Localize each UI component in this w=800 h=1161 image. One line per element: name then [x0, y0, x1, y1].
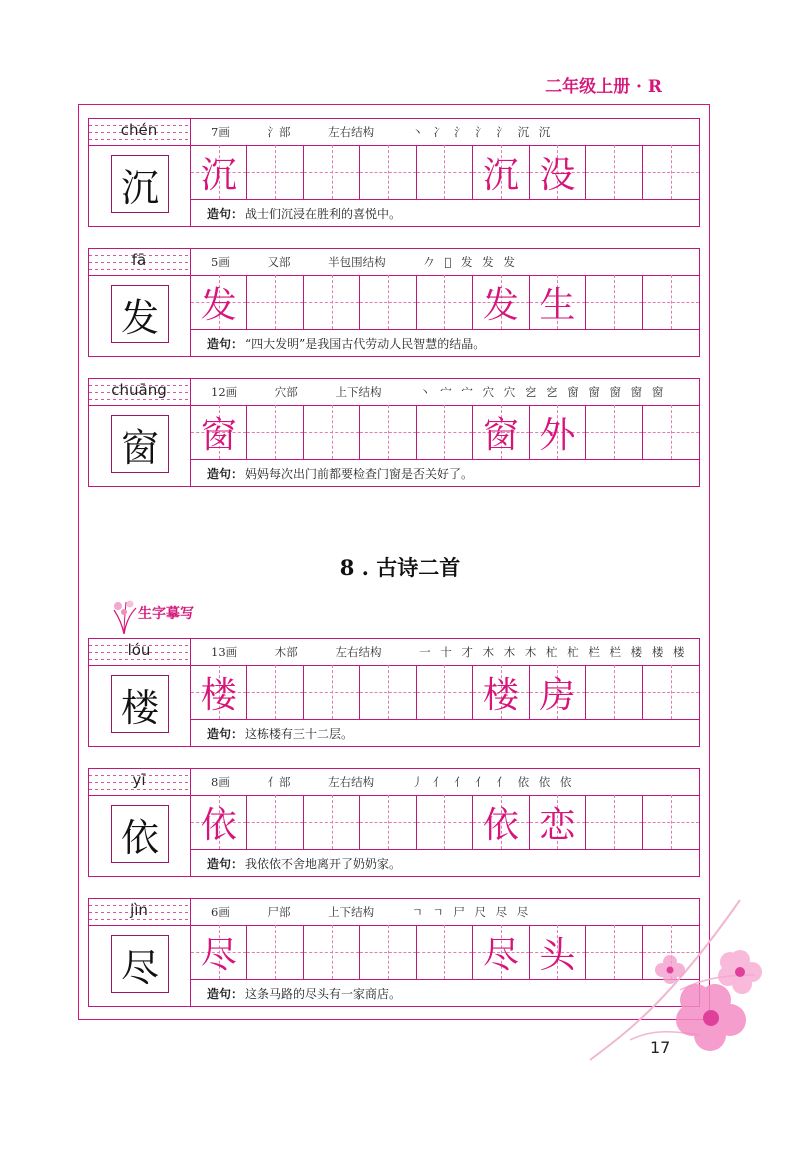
- char-info: [211, 254, 518, 270]
- pinyin-cell: [89, 769, 191, 795]
- structure: 上下结构: [335, 385, 382, 399]
- grid-cell: [360, 925, 416, 979]
- grid-cell: 没: [530, 145, 586, 199]
- pinyin-row: [88, 248, 700, 276]
- grid-cell: [304, 145, 360, 199]
- sentence-label: 造句：: [207, 857, 244, 871]
- practice-box: [88, 665, 700, 747]
- main-char: 发: [111, 285, 169, 343]
- char-info: [211, 774, 574, 790]
- grid-cell: 窗: [473, 405, 529, 459]
- pinyin-row: [88, 768, 700, 796]
- grid-cell: 尽: [191, 925, 247, 979]
- main-char-cell: [89, 275, 191, 356]
- grid-cell: [247, 405, 303, 459]
- grid-cell: [360, 665, 416, 719]
- structure: 半包围结构: [328, 255, 386, 269]
- sentence-label: 造句：: [207, 987, 244, 1001]
- radical: 尸部: [267, 905, 291, 919]
- sentence-label: 造句：: [207, 727, 244, 741]
- radical: 氵部: [267, 125, 291, 139]
- lesson-title: 8 . 古诗二首: [339, 555, 461, 580]
- grid-cell: [247, 925, 303, 979]
- structure: 左右结构: [328, 125, 375, 139]
- pinyin-cell: [89, 899, 191, 925]
- pinyin-cell: [89, 249, 191, 275]
- grid-cell: 楼: [473, 665, 529, 719]
- grid-cell: [417, 795, 473, 849]
- sentence-text: 我依依不舍地离开了奶奶家。: [245, 857, 402, 871]
- grid-cell: [247, 145, 303, 199]
- header-title: 二年级上册 · R: [545, 77, 662, 97]
- grid-cell: 恋: [530, 795, 586, 849]
- pinyin-cell: [89, 639, 191, 665]
- structure: 左右结构: [328, 775, 375, 789]
- practice-box: [88, 795, 700, 877]
- char-info: [211, 124, 553, 140]
- grid-cell: [247, 665, 303, 719]
- radical: 又部: [267, 255, 291, 269]
- grid-cell: 沉: [191, 145, 247, 199]
- stroke-order: 𠂊 𠂋 发 发 发: [423, 255, 518, 269]
- main-char: 尽: [111, 935, 169, 993]
- grid-cell: 尽: [473, 925, 529, 979]
- sentence-text: 这条马路的尽头有一家商店。: [245, 987, 402, 1001]
- pinyin-row: [88, 378, 700, 406]
- grid-cell: [360, 275, 416, 329]
- stroke-count: 12画: [211, 385, 238, 399]
- grid-cell: [417, 665, 473, 719]
- grid-cell: 依: [191, 795, 247, 849]
- grid-cell: [304, 665, 360, 719]
- grid-cell: 沉: [473, 145, 529, 199]
- pinyin: lóu: [127, 641, 151, 659]
- char-info: [211, 644, 687, 660]
- sentence-text: 这栋楼有三十二层。: [245, 727, 354, 741]
- grid-cell: 发: [473, 275, 529, 329]
- sentence-text: 战士们沉浸在胜利的喜悦中。: [245, 207, 402, 221]
- radical: 亻部: [267, 775, 291, 789]
- main-char-cell: [89, 925, 191, 1006]
- grid-cell: [360, 795, 416, 849]
- stroke-order: 丶 冫 氵 氵 氵 沉 沉: [411, 125, 554, 139]
- main-char-cell: [89, 145, 191, 226]
- grid-cell: [643, 665, 699, 719]
- pinyin-row: [88, 118, 700, 146]
- main-char: 沉: [111, 155, 169, 213]
- main-char-cell: [89, 795, 191, 876]
- grid-cell: [643, 795, 699, 849]
- example-sentence: [207, 335, 485, 352]
- example-sentence: [207, 465, 473, 482]
- grid-cell: 生: [530, 275, 586, 329]
- practice-grid: [191, 145, 699, 200]
- grid-cell: [304, 795, 360, 849]
- grid-cell: [643, 405, 699, 459]
- char-info: [211, 904, 531, 920]
- grid-cell: [586, 795, 642, 849]
- grid-cell: 楼: [191, 665, 247, 719]
- example-sentence: [207, 855, 401, 872]
- practice-grid: [191, 665, 699, 720]
- grid-cell: 头: [530, 925, 586, 979]
- structure: 左右结构: [335, 645, 382, 659]
- grid-cell: 发: [191, 275, 247, 329]
- pinyin-row: [88, 638, 700, 666]
- main-char: 楼: [111, 675, 169, 733]
- char-info: [211, 384, 666, 400]
- grid-cell: [417, 145, 473, 199]
- grid-cell: [304, 405, 360, 459]
- grid-cell: 房: [530, 665, 586, 719]
- example-sentence: [207, 725, 353, 742]
- grid-cell: [417, 405, 473, 459]
- orchid-icon: [110, 596, 140, 636]
- sentence-label: 造句：: [207, 337, 244, 351]
- grid-cell: [586, 275, 642, 329]
- example-sentence: [207, 985, 401, 1002]
- grid-cell: 依: [473, 795, 529, 849]
- grid-cell: [304, 275, 360, 329]
- stroke-count: 7画: [211, 125, 230, 139]
- stroke-order: 一 十 才 木 木 木 杧 杧 栏 栏 楼 楼 楼: [419, 645, 688, 659]
- practice-grid: [191, 275, 699, 330]
- stroke-count: 8画: [211, 775, 230, 789]
- radical: 穴部: [274, 385, 298, 399]
- sentence-label: 造句：: [207, 207, 244, 221]
- grid-cell: [586, 145, 642, 199]
- grid-cell: [360, 405, 416, 459]
- practice-box: [88, 145, 700, 227]
- stroke-order: 丶 宀 宀 穴 穴 穵 穵 窗 窗 窗 窗 窗: [419, 385, 667, 399]
- practice-grid: [191, 405, 699, 460]
- pinyin: chén: [120, 121, 158, 139]
- grid-cell: 外: [530, 405, 586, 459]
- sentence-label: 造句：: [207, 467, 244, 481]
- pinyin: yī: [132, 771, 146, 789]
- stroke-order: 丿 亻 亻 亻 亻 依 依 依: [411, 775, 575, 789]
- pinyin: fā: [131, 251, 147, 269]
- grid-cell: [360, 145, 416, 199]
- pinyin-cell: [89, 119, 191, 145]
- sentence-text: 妈妈每次出门前都要检查门窗是否关好了。: [245, 467, 474, 481]
- grid-cell: 窗: [191, 405, 247, 459]
- stroke-count: 6画: [211, 905, 230, 919]
- sentence-text: “四大发明”是我国古代劳动人民智慧的结晶。: [245, 337, 486, 351]
- main-char: 窗: [111, 415, 169, 473]
- stroke-count: 5画: [211, 255, 230, 269]
- main-char-cell: [89, 665, 191, 746]
- grid-cell: [643, 145, 699, 199]
- grid-cell: [247, 795, 303, 849]
- practice-box: [88, 275, 700, 357]
- main-char: 依: [111, 805, 169, 863]
- section-label: 生字摹写: [138, 606, 194, 622]
- grid-cell: [586, 405, 642, 459]
- page-number: 17: [650, 1038, 671, 1057]
- main-char-cell: [89, 405, 191, 486]
- grid-cell: [643, 275, 699, 329]
- grid-cell: [586, 665, 642, 719]
- practice-grid: [191, 795, 699, 850]
- example-sentence: [207, 205, 401, 222]
- grid-cell: [304, 925, 360, 979]
- grid-cell: [417, 275, 473, 329]
- stroke-count: 13画: [211, 645, 238, 659]
- practice-box: [88, 405, 700, 487]
- pinyin: chuāng: [111, 381, 167, 399]
- pinyin: jìn: [130, 901, 148, 919]
- radical: 木部: [274, 645, 298, 659]
- pinyin-cell: [89, 379, 191, 405]
- stroke-order: ㄱ ㄱ 尸 尺 尽 尽: [411, 905, 532, 919]
- grid-cell: [417, 925, 473, 979]
- grid-cell: [247, 275, 303, 329]
- structure: 上下结构: [328, 905, 375, 919]
